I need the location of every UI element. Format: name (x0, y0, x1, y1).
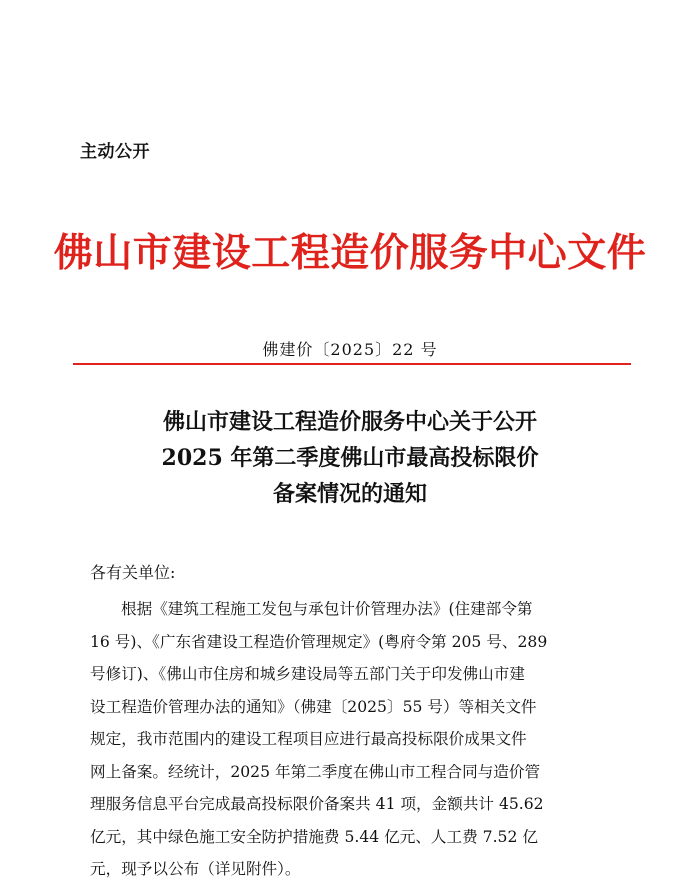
red-divider-line (73, 363, 631, 365)
body-line: 网上备案。经统计，2025 年第二季度在佛山市工程合同与造价管 (90, 762, 541, 781)
title-line-2: 2025 年第二季度佛山市最高投标限价 (161, 445, 539, 471)
issuer-header: 佛山市建设工程造价服务中心文件 (53, 230, 647, 276)
body-line: 规定，我市范围内的建设工程项目应进行最高投标限价成果文件 (90, 730, 527, 748)
notice-title (0, 404, 700, 512)
body-line: 号修订)、《佛山市住房和城乡建设局等五部门关于印发佛山市建 (90, 665, 525, 683)
body-line: 根据《建筑工程施工发包与承包计价管理办法》(住建部令第 (121, 600, 533, 618)
document-number: 佛建价〔2025〕22 号 (262, 340, 438, 359)
body-paragraph (90, 593, 608, 886)
salutation: 各有关单位: (90, 563, 176, 582)
body-line: 亿元，其中绿色施工安全防护措施费 5.44 亿元、人工费 7.52 亿 (90, 827, 538, 846)
title-line-1: 佛山市建设工程造价服务中心关于公开 (162, 409, 537, 435)
body-line: 16 号)、《广东省建设工程造价管理规定》(粤府令第 205 号、289 (90, 632, 548, 651)
title-line-3: 备案情况的通知 (272, 481, 427, 507)
body-line: 理服务信息平台完成最高投标限价备案共 41 项，金额共计 45.62 (90, 795, 544, 813)
disclosure-label: 主动公开 (80, 142, 150, 162)
body-line: 设工程造价管理办法的通知》（佛建〔2025〕55 号）等相关文件 (90, 697, 537, 716)
body-line: 元，现予以公布（详见附件）。 (90, 860, 301, 878)
